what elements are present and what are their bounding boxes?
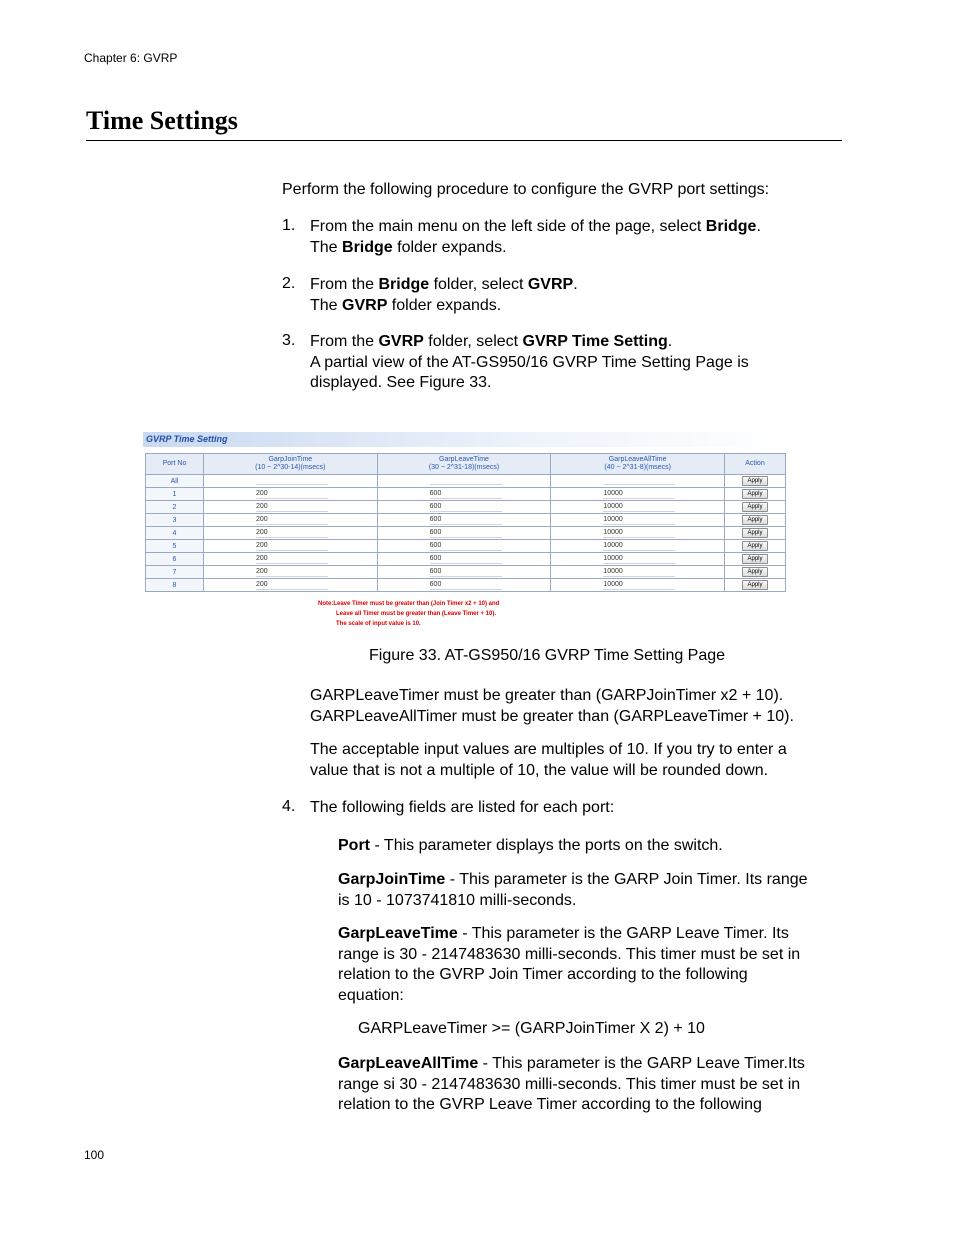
step-3: From the GVRP folder, select GVRP Time Setting. A partial view of the AT-GS950/16 GVRP Time Setting Page is displayed. See Figure 33. (310, 333, 749, 391)
field-garpleavealltime: GarpLeaveAllTime - This parameter is the GARP Leave Timer.Its range si 30 - 2147483630 milli-seconds. This timer must be set in relation to the GVRP Leave Timer according to the following (338, 1055, 805, 1113)
gvrp-time-setting-figure (143, 432, 786, 626)
step-4: The following fields are listed for each port: (310, 799, 615, 816)
leave-input[interactable]: 600 (377, 566, 551, 579)
join-input[interactable]: 200 (204, 527, 378, 540)
header-port: Port No (146, 454, 204, 475)
table-row (146, 488, 786, 501)
port-link[interactable]: 2 (146, 501, 204, 514)
join-input[interactable]: 200 (204, 553, 378, 566)
intro-text: Perform the following procedure to configure the GVRP port settings: (282, 181, 770, 198)
field-garpleavetime: GarpLeaveTime - This parameter is the GARP Leave Timer. Its range is 30 - 2147483630 milli-seconds. This timer must be set in relation to the GVRP Join Timer according to the following equation: (338, 925, 801, 1004)
leave-equation: GARPLeaveTimer >= (GARPJoinTimer X 2) + 10 (358, 1020, 705, 1037)
header-leaveall: GarpLeaveAllTime (40 ~ 2^31-8)(msecs) (551, 454, 725, 475)
step-2-number: 2. (282, 275, 296, 292)
table-row-all (146, 475, 786, 488)
port-link[interactable]: 7 (146, 566, 204, 579)
table-row (146, 579, 786, 592)
leave-input[interactable]: 600 (377, 501, 551, 514)
join-input-all[interactable] (204, 475, 378, 488)
table-row (146, 501, 786, 514)
apply-button[interactable]: Apply (742, 541, 767, 551)
join-input[interactable]: 200 (204, 540, 378, 553)
leave-input[interactable]: 600 (377, 488, 551, 501)
leaveall-input[interactable]: 10000 (551, 514, 725, 527)
step-4-number: 4. (282, 798, 296, 815)
header-leave: GarpLeaveTime (30 ~ 2^31-18)(msecs) (377, 454, 551, 475)
step-1-number: 1. (282, 217, 296, 234)
table-header-row (146, 454, 786, 475)
leave-input[interactable]: 600 (377, 514, 551, 527)
figure-note: Note:Leave Timer must be greater than (Join Timer x2 + 10) and Leave all Timer must be greater than (Leave Timer + 10). The scale of input value is 10. (318, 601, 500, 627)
join-input[interactable]: 200 (204, 488, 378, 501)
gvrp-time-table (145, 453, 786, 592)
port-link[interactable]: 3 (146, 514, 204, 527)
port-link[interactable]: 8 (146, 579, 204, 592)
apply-button[interactable]: Apply (742, 502, 767, 512)
port-link[interactable]: 1 (146, 488, 204, 501)
leaveall-input[interactable]: 10000 (551, 501, 725, 514)
chapter-header: Chapter 6: GVRP (84, 51, 178, 65)
table-row (146, 527, 786, 540)
join-input[interactable]: 200 (204, 501, 378, 514)
leave-input[interactable]: 600 (377, 579, 551, 592)
figure-caption: Figure 33. AT-GS950/16 GVRP Time Setting Page (369, 647, 726, 664)
leave-input[interactable]: 600 (377, 553, 551, 566)
header-action: Action (725, 454, 786, 475)
apply-button-all[interactable]: Apply (742, 476, 767, 486)
port-link[interactable]: 5 (146, 540, 204, 553)
port-link[interactable]: 6 (146, 553, 204, 566)
leaveall-input[interactable]: 10000 (551, 488, 725, 501)
table-row (146, 514, 786, 527)
table-row (146, 553, 786, 566)
leaveall-input[interactable]: 10000 (551, 527, 725, 540)
port-link[interactable]: 4 (146, 527, 204, 540)
apply-button[interactable]: Apply (742, 489, 767, 499)
apply-button[interactable]: Apply (742, 554, 767, 564)
field-port: Port - This parameter displays the ports on the switch. (338, 837, 723, 854)
page-number: 100 (84, 1148, 105, 1162)
leaveall-input[interactable]: 10000 (551, 553, 725, 566)
leaveall-input[interactable]: 10000 (551, 566, 725, 579)
figure-panel-title: GVRP Time Setting (143, 432, 786, 447)
multiples-note: The acceptable input values are multiples of 10. If you try to enter a value that is not a multiple of 10, the value will be rounded down. (310, 741, 787, 779)
leaveall-input[interactable]: 10000 (551, 540, 725, 553)
join-input[interactable]: 200 (204, 566, 378, 579)
leave-input[interactable]: 600 (377, 527, 551, 540)
timer-rules: GARPLeaveTimer must be greater than (GARPJoinTimer x2 + 10). GARPLeaveAllTimer must be greater than (GARPLeaveTimer + 10). (310, 687, 794, 725)
port-all-link[interactable]: All (146, 475, 204, 488)
title-rule (86, 140, 842, 141)
leave-input[interactable]: 600 (377, 540, 551, 553)
apply-button[interactable]: Apply (742, 515, 767, 525)
table-row (146, 566, 786, 579)
step-3-number: 3. (282, 332, 296, 349)
join-input[interactable]: 200 (204, 514, 378, 527)
header-join: GarpJoinTime (10 ~ 2^30-14)(msecs) (204, 454, 378, 475)
section-title: Time Settings (86, 106, 238, 135)
field-garpjointime: GarpJoinTime - This parameter is the GARP Join Timer. Its range is 10 - 1073741810 milli-seconds. (338, 871, 808, 909)
apply-button[interactable]: Apply (742, 528, 767, 538)
leaveall-input-all[interactable] (551, 475, 725, 488)
join-input[interactable]: 200 (204, 579, 378, 592)
leaveall-input[interactable]: 10000 (551, 579, 725, 592)
step-2: From the Bridge folder, select GVRP. The GVRP folder expands. (310, 276, 578, 314)
table-row (146, 540, 786, 553)
apply-button[interactable]: Apply (742, 567, 767, 577)
apply-button[interactable]: Apply (742, 580, 767, 590)
step-1: From the main menu on the left side of the page, select Bridge. The Bridge folder expands. (310, 218, 761, 256)
leave-input-all[interactable] (377, 475, 551, 488)
